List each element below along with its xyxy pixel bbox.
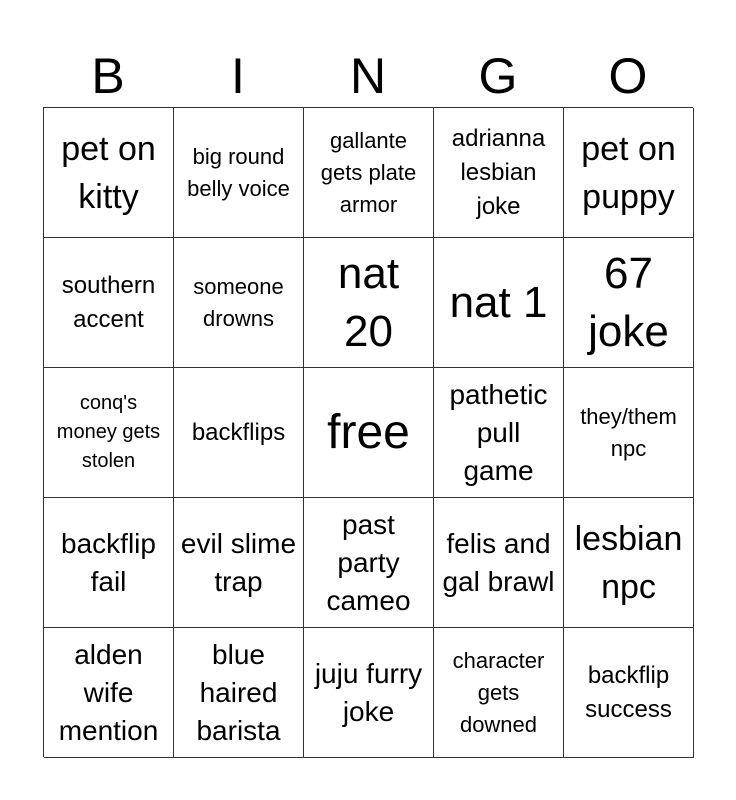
bingo-cell[interactable] [174, 628, 304, 758]
bingo-cell[interactable] [44, 108, 174, 238]
bingo-cell[interactable] [434, 368, 564, 498]
bingo-cell[interactable] [304, 628, 434, 758]
cell-label: character gets downed [452, 647, 545, 737]
bingo-cell[interactable] [174, 108, 304, 238]
cell-label: felis and gal brawl [442, 527, 555, 597]
cell-label: juju furry joke [314, 657, 423, 727]
cell-label: alden wife mention [58, 638, 159, 746]
bingo-cell[interactable] [174, 368, 304, 498]
bingo-grid [43, 107, 693, 757]
bingo-cell[interactable] [434, 498, 564, 628]
cell-label: they/them npc [580, 403, 677, 461]
cell-label: nat 20 [337, 248, 400, 356]
bingo-cell[interactable] [434, 628, 564, 758]
header-letter-b: B [91, 48, 125, 104]
cell-label: free [327, 405, 410, 459]
cell-label: backflip success [585, 661, 672, 723]
bingo-cell[interactable] [304, 108, 434, 238]
bingo-cell[interactable] [44, 628, 174, 758]
bingo-cell[interactable] [564, 368, 694, 498]
bingo-cell[interactable] [434, 238, 564, 368]
cell-label: lesbian npc [574, 519, 683, 606]
header-letter-n: N [349, 48, 387, 104]
bingo-cell[interactable] [44, 238, 174, 368]
bingo-cell[interactable] [564, 108, 694, 238]
header-letter-g: G [478, 48, 518, 104]
bingo-cell[interactable] [44, 368, 174, 498]
cell-label: pathetic pull game [449, 378, 548, 486]
cell-label: backflip fail [61, 527, 156, 597]
bingo-cell[interactable] [564, 628, 694, 758]
bingo-cell[interactable] [434, 108, 564, 238]
cell-label: someone drowns [193, 273, 284, 331]
cell-label: adrianna lesbian joke [451, 124, 546, 220]
cell-label: 67 joke [588, 248, 669, 356]
cell-label: big round belly voice [187, 143, 290, 201]
cell-label: nat 1 [449, 277, 548, 327]
header-letter-o: O [608, 48, 648, 104]
bingo-cell[interactable] [564, 238, 694, 368]
cell-label: blue haired barista [196, 638, 281, 746]
bingo-cell[interactable] [44, 498, 174, 628]
cell-label: pet on puppy [581, 129, 676, 216]
cell-label: conq's money gets stolen [56, 392, 161, 472]
bingo-header [43, 44, 693, 108]
cell-label: backflips [191, 418, 286, 446]
bingo-cell-free[interactable] [304, 368, 434, 498]
cell-label: past party cameo [326, 508, 411, 616]
bingo-cell[interactable] [174, 498, 304, 628]
cell-label: southern accent [61, 271, 156, 333]
cell-label: pet on kitty [61, 129, 156, 216]
cell-label: evil slime trap [180, 527, 297, 597]
bingo-cell[interactable] [564, 498, 694, 628]
bingo-cell[interactable] [174, 238, 304, 368]
bingo-cell[interactable] [304, 498, 434, 628]
header-letter-i: I [231, 48, 245, 104]
cell-label: gallante gets plate armor [320, 127, 417, 217]
bingo-cell[interactable] [304, 238, 434, 368]
